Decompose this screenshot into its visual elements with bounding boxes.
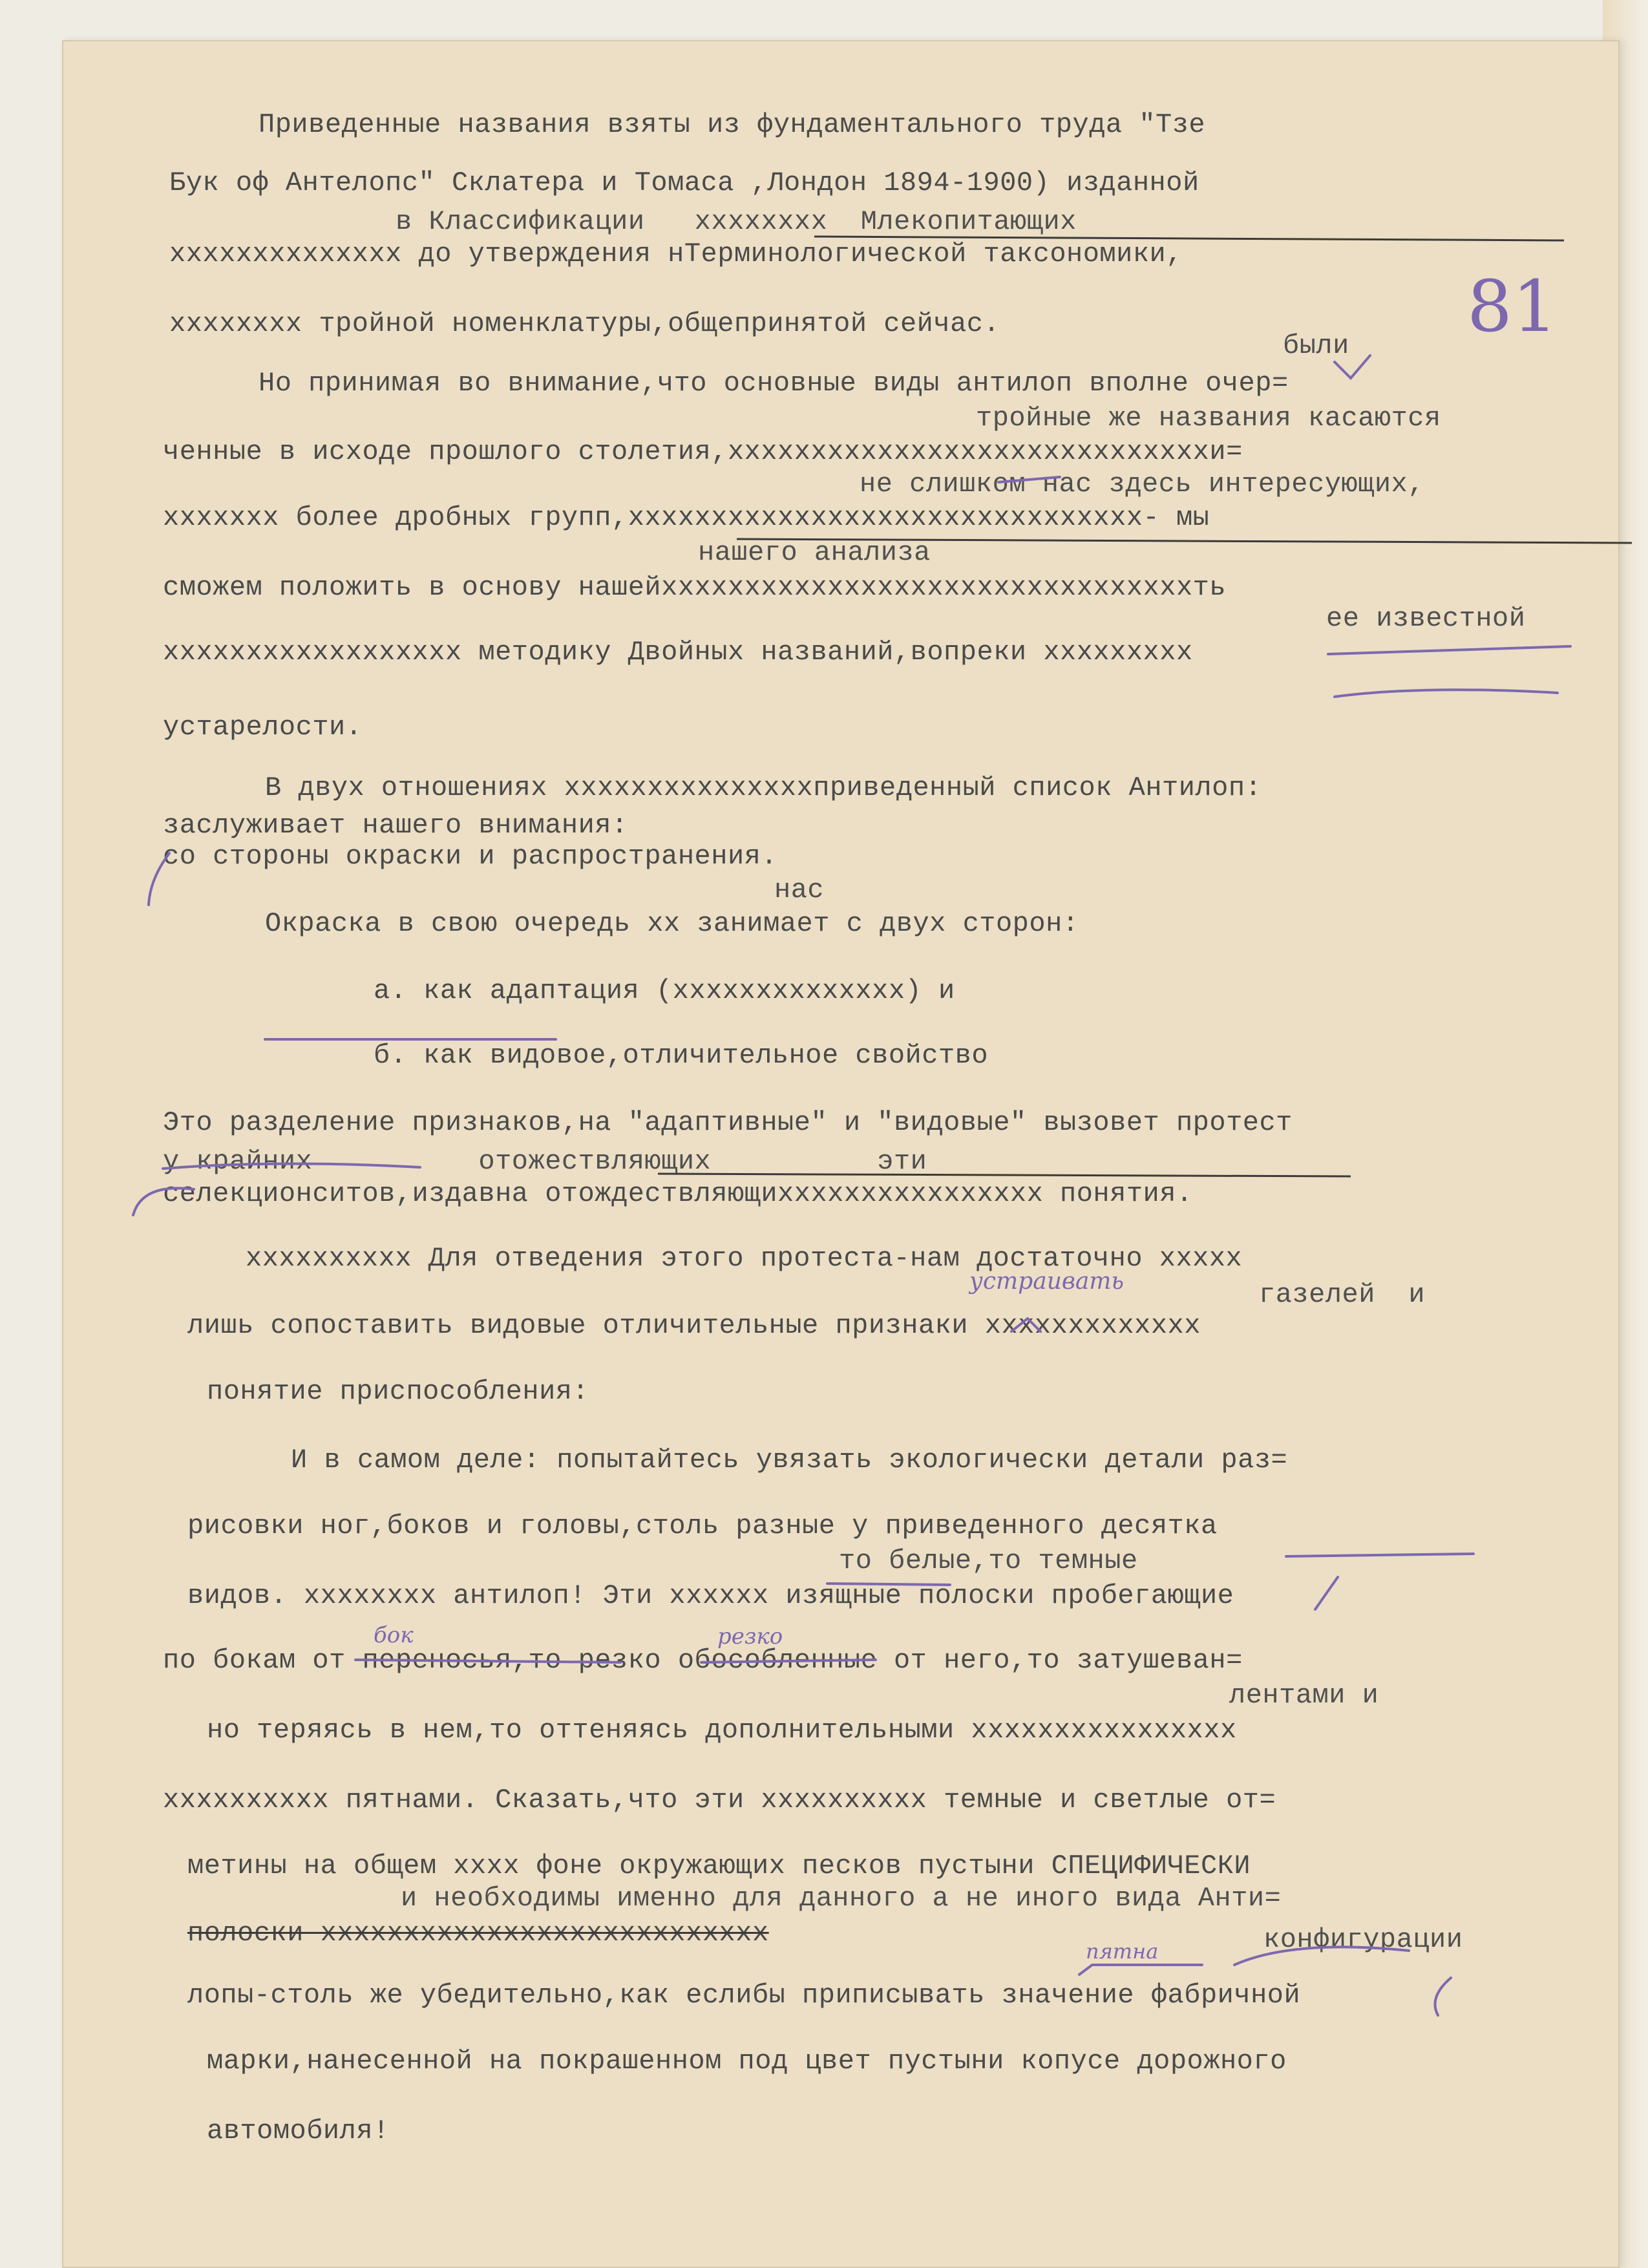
pen-note: устраивать [969,1268,1125,1295]
strike-stroke [1286,1554,1474,1556]
text-line: б. как видовое,отличительное свойство [374,1040,989,1071]
inserted-line: нас [774,874,825,906]
text-line: ххххххх более дробных групп,ххххххххххххххххххххххххххххххх- мы [163,502,1210,533]
struck-line: полоски ххххххххххххххххххххххххххх [187,1918,769,1949]
text-line: устарелости. [163,712,363,743]
pen-note: резко [717,1624,783,1649]
text-line: метины на общем хххх фоне окружающих песков пустыни СПЕЦИФИЧЕСКИ [187,1850,1251,1881]
text-line: Окраска в свою очередь хх занимает с двух сторон: [265,908,1079,939]
margin-bracket [1234,1947,1409,1965]
text-line: по бокам от переносья,то резко обособленные от него,то затушеван= [163,1645,1243,1676]
caret-mark [1079,1965,1202,1975]
strike-stroke [701,1660,876,1662]
page-number: 81 [1467,265,1558,348]
inserted-line: нашего анализа [698,537,931,568]
text-line: В двух отношениях хххххххххххххххприведенный список Антилоп: [265,772,1262,803]
margin-bracket [163,1163,420,1169]
margin-bracket [133,1188,194,1215]
inserted-line: у крайних отожествляющих эти [163,1146,927,1177]
inserted-line: не слишком нас здесь интересующих, [860,469,1424,500]
text-line: но теряясь в нем,то оттеняясь дополнительными хххххххххххххххх [207,1715,1237,1746]
pen-note: пятна [1086,1939,1159,1964]
text-line: со стороны окраски и распространения. [163,841,778,872]
text-line: автомобиля! [207,2115,390,2146]
inserted-line: были [1283,330,1349,361]
inserted-line: ее известной [1326,603,1526,634]
text-line: хххххххххх Для отведения этого протеста-нам достаточно ххххх [246,1243,1243,1274]
inserted-line: лентами и [1229,1680,1379,1711]
text-line: хххххххххххххххххх методику Двойных названий,вопреки ххххххххх [163,637,1193,668]
strike-stroke [1328,646,1570,654]
inserted-line: то белые,то темные [839,1545,1138,1576]
text-line: марки,нанесенной на покрашенном под цвет пустыни копусе дорожного [207,2046,1287,2077]
inserted-line: в Классификации хххххххх Млекопитающих [396,206,1077,237]
caret-mark [1335,355,1370,378]
underline-stroke [1335,690,1558,697]
text-line: а. как адаптация (хххххххххххххх) и [374,975,955,1006]
underline-stroke [827,1584,950,1585]
text-line: видов. хххххххх антилоп! Эти хххххх изящные полоски пробегающие [187,1580,1234,1611]
text-line: лопы-столь же убедительно,как еслибы приписывать значение фабричной [187,1980,1301,2011]
text-line: Но принимая во внимание,что основные виды антилоп вполне очер= [259,368,1289,399]
inserted-line: и необходимы именно для данного а не иного вида Анти= [401,1883,1282,1914]
text-line: хххххххх тройной номенклатуры,общепринятой сейчас. [169,308,1000,339]
caret-mark [1315,1577,1338,1609]
text-line: Приведенные названия взяты из фундаментального труда "Тзе [259,109,1206,140]
caret-mark [1011,1319,1041,1331]
caret-mark [1435,1978,1452,2015]
inserted-line: газелей и [1259,1279,1426,1310]
inserted-line: тройные же названия касаются [976,403,1441,434]
text-line: ченные в исходе прошлого столетия,хххххххххххххххххххххххххххххи= [163,436,1243,467]
text-line: заслуживает нашего внимания: [163,810,628,841]
text-line: селекционситов,издавна отождествляющихххххххххххххххх понятия. [163,1178,1193,1209]
strike-stroke [998,477,1060,482]
text-line: хххххххххххххх до утверждения нТерминологической таксономики, [169,238,1183,270]
text-line: рисовки ног,боков и головы,столь разные у приведенного десятка [187,1510,1218,1542]
text-line: Бук оф Антелопс" Склатера и Томаса ,Лондон 1894-1900) изданной [169,167,1199,198]
strike-stroke [355,1660,620,1662]
text-line: И в самом деле: попытайтесь увязать экологически детали раз= [291,1445,1288,1476]
text-line: лишь сопоставить видовые отличительные признаки ххххххххххххх [187,1310,1201,1341]
typed-strike [814,237,1564,240]
pen-note: бок [374,1622,414,1648]
inserted-line: конфигурации [1263,1924,1463,1955]
text-line: Это разделение признаков,на "адаптивные" и "видовые" вызовет протест [163,1107,1293,1138]
text-line: понятие приспособления: [207,1376,589,1407]
typed-strike [737,539,1632,543]
margin-bracket [149,853,169,905]
text-line: хххххххххх пятнами. Сказать,что эти хххххххххх темные и светлые от= [163,1785,1276,1816]
text-line: сможем положить в основу нашейххххххххххххххххххххххххххххххххть [163,572,1227,603]
typed-strike [658,1174,1351,1176]
